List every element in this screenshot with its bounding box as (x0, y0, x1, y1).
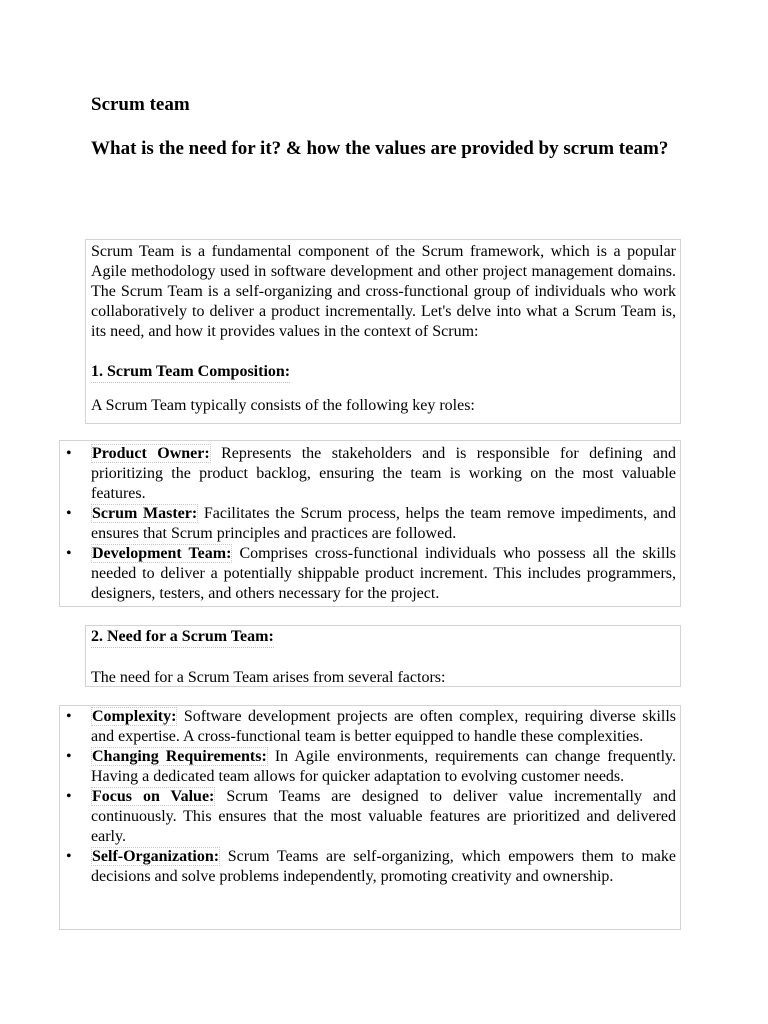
list-item (66, 747, 677, 787)
list-item-term: Scrum Master: (92, 505, 198, 522)
list-item-term: Development Team: (92, 545, 232, 562)
list-item-term: Self-Organization: (92, 848, 220, 865)
list-item-text: Comprises cross-functional individuals who possess all the skills needed to deliver a potentially shippable product increment. This includes programmers, designers, testers, and others necessary for the project. (91, 545, 676, 602)
list-item-text: Scrum Teams are self-organizing, which empowers them to make decisions and solve problems independently, promoting creativity and ownership. (91, 848, 676, 885)
intro-paragraph: Scrum Team is a fundamental component of the Scrum framework, which is a popular Agile methodology used in software development and other project management domains. The Scrum Team is a self-organizing and cross-functional group of individuals who work collaboratively to deliver a product incrementally. Let's delve into what a Scrum Team is, its need, and how it provides values in the context of Scrum: (91, 243, 676, 340)
bullet-icon: • (66, 788, 72, 805)
list-item-term: Product Owner: (92, 445, 210, 462)
list-item (66, 544, 676, 604)
section1-list (66, 444, 677, 604)
list-item-text: In Agile environments, requirements can change frequently. Having a dedicated team allows for quicker adaptation to evolving customer needs. (91, 748, 677, 785)
list-item (66, 847, 676, 887)
list-item (66, 504, 677, 544)
section1-heading: 1. Scrum Team Composition: (91, 362, 290, 383)
list-item (66, 787, 677, 847)
section2-box (85, 625, 681, 687)
section2-list (66, 707, 677, 887)
bullet-icon: • (66, 505, 72, 522)
list-item-term: Focus on Value: (92, 788, 215, 805)
section2-heading: 2. Need for a Scrum Team: (91, 627, 274, 648)
bullet-icon: • (66, 708, 72, 725)
list-item-term: Complexity: (92, 708, 177, 725)
list-item (66, 444, 676, 504)
page-title: Scrum team (91, 94, 190, 115)
list-item-text: Scrum Teams are designed to deliver value incrementally and continuously. This ensures that the most valuable features are prioritized and delivered early. (91, 788, 677, 845)
bullet-icon: • (66, 445, 72, 462)
section1-lead: A Scrum Team typically consists of the following key roles: (91, 397, 475, 414)
section2-lead: The need for a Scrum Team arises from several factors: (91, 669, 446, 686)
page-subtitle: What is the need for it? & how the values are provided by scrum team? (91, 138, 669, 159)
list-item (66, 707, 676, 747)
bullet-icon: • (66, 748, 72, 765)
list-item-text: Represents the stakeholders and is responsible for defining and prioritizing the product backlog, ensuring the team is working on the most valuable features. (91, 445, 676, 502)
bullet-icon: • (66, 848, 72, 865)
list-item-text: Facilitates the Scrum process, helps the team remove impediments, and ensures that Scrum principles and practices are followed. (91, 505, 677, 542)
list-item-term: Changing Requirements: (92, 748, 267, 765)
intro-box (85, 239, 681, 424)
bullet-icon: • (66, 545, 72, 562)
section1-list-box (59, 440, 681, 607)
list-item-text: Software development projects are often complex, requiring diverse skills and expertise. A cross-functional team is better equipped to handle these complexities. (91, 708, 676, 745)
section2-list-box (59, 705, 681, 930)
